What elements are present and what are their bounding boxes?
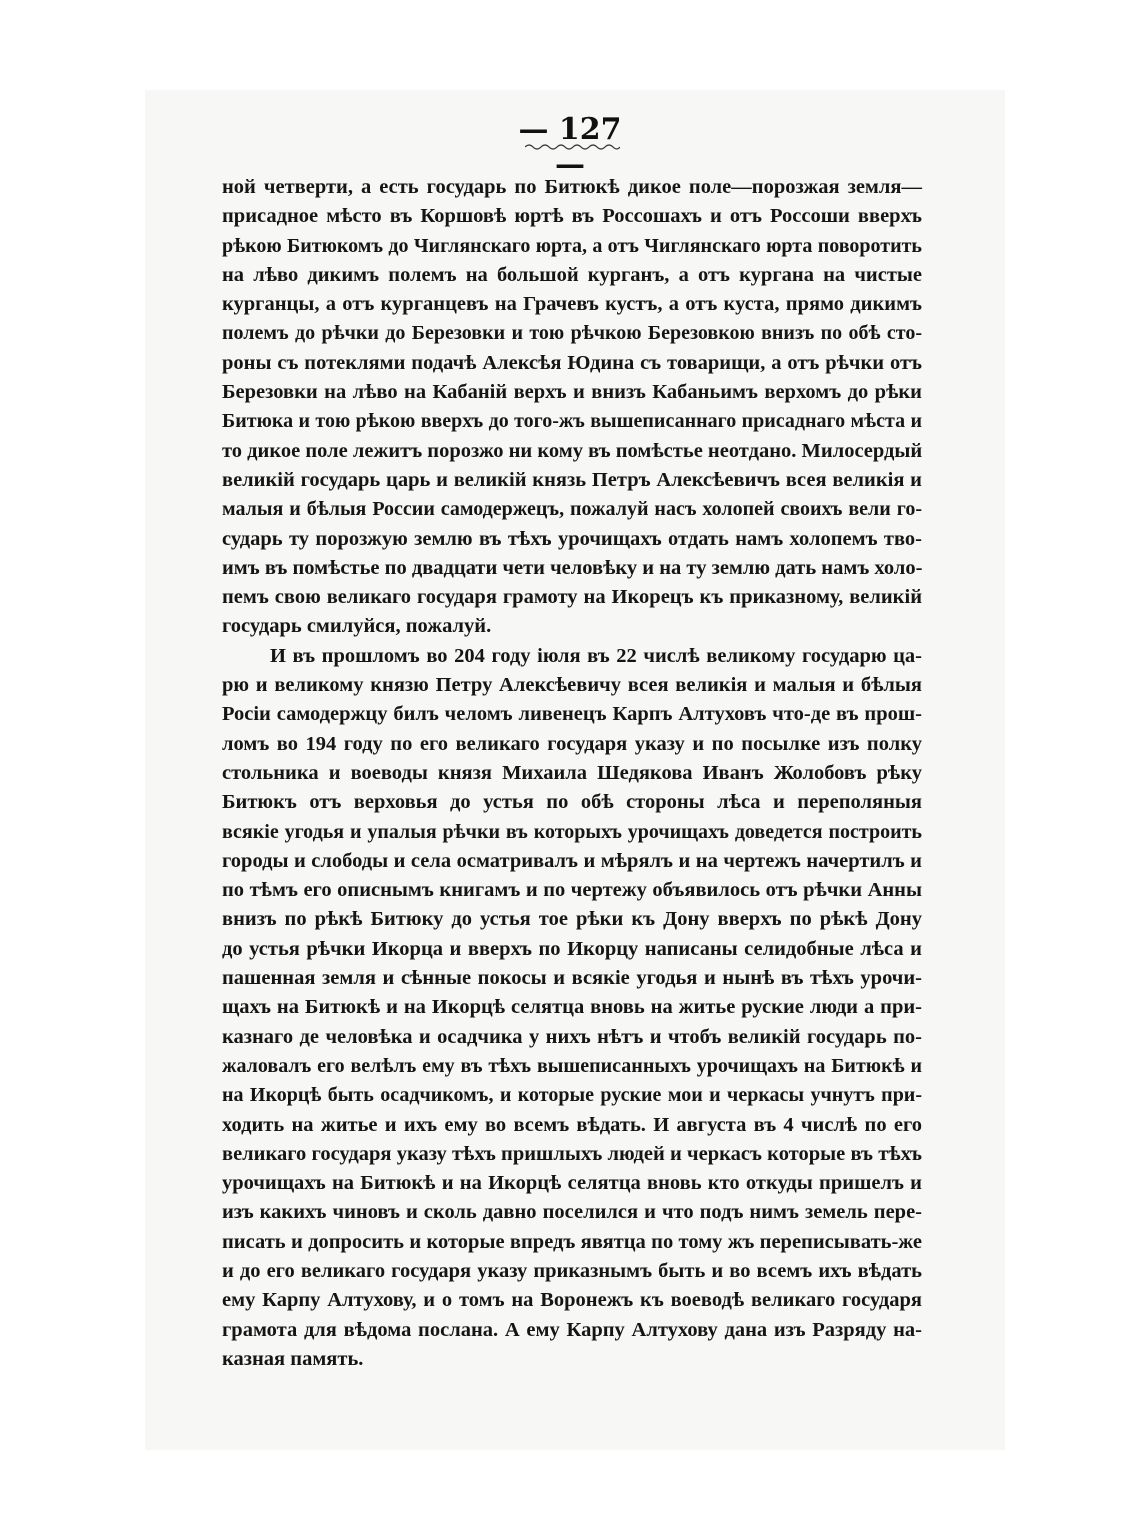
text-line: жаловалъ его велѣлъ ему въ тѣхъ вышеписанныхъ урочищахъ на Битюкѣ и: [222, 1054, 922, 1077]
text-line: имъ въ помѣстье по двадцати чети человѣку и на ту землю дать намъ холо-: [222, 556, 923, 579]
text-line: рю и великому князю Петру Алексѣевичу всея великія и малыя и бѣлыя: [222, 674, 922, 697]
text-line: всякіе угодья и упалыя рѣчки въ которыхъ урочищахъ доведется построить: [222, 820, 922, 843]
text-line: Битюка и тою рѣкою вверхъ до того-жъ вышеписаннаго присаднаго мѣста и: [222, 410, 922, 433]
text-line: ходить на житье и ихъ ему во всемъ вѣдать. И августа въ 4 числѣ по его: [222, 1113, 922, 1136]
text-line: присадное мѣсто въ Коршовѣ юртѣ въ Россошахъ и отъ Россоши вверхъ: [222, 205, 922, 228]
text-line: стольника и воеводы князя Михаила Шедякова Иванъ Жолобовъ рѣку: [222, 761, 922, 784]
text-line: щахъ на Битюкѣ и на Икорцѣ селятца вновь на житье руские люди а при-: [222, 996, 922, 1019]
text-line: малыя и бѣлыя России самодержецъ, пожалуй насъ холопей своихъ вели го-: [222, 498, 922, 521]
text-line: ной четверти, а есть государь по Битюкѣ дикое поле—порозжая земля—: [222, 176, 922, 198]
text-line: казная память.: [222, 1347, 364, 1370]
text-line: полемъ до рѣчки до Березовки и тою рѣчкою Березовкою внизъ по обѣ сто-: [222, 322, 922, 345]
text-line: изъ какихъ чиновъ и сколь давно поселился и что подъ нимъ земель пере-: [222, 1201, 922, 1224]
text-line: Березовки на лѣво на Кабаній верхъ и внизъ Кабаньимъ верхомъ до рѣки: [222, 381, 922, 404]
paragraph: [222, 642, 922, 1374]
text-line: роны съ потеклями подачѣ Алексѣя Юдина съ товарищи, а отъ рѣчки отъ: [222, 351, 922, 374]
text-line: Росіи самодержцу билъ челомъ ливенецъ Карпъ Алтуховъ что-де въ прош-: [222, 703, 922, 726]
text-line: то дикое поле лежитъ порозжо ни кому въ помѣстье неотдано. Милосердый: [222, 439, 923, 462]
text-line: ломъ во 194 году по его великаго государя указу и по посылке изъ полку: [222, 732, 922, 755]
text-line: по тѣмъ его описнымъ книгамъ и по чертежу объявилось отъ рѣчки Анны: [222, 879, 922, 902]
text-line: на Икорцѣ быть осадчикомъ, и которые руские мои и черкасы учнутъ при-: [222, 1084, 922, 1107]
text-line: великій государь царь и великій князь Петръ Алексѣевичъ всея великія и: [222, 468, 922, 491]
text-line: урочищахъ на Битюкѣ и на Икорцѣ селятца вновь кто откуды пришелъ и: [222, 1172, 922, 1195]
text-line: рѣкою Битюкомъ до Чиглянскаго юрта, а отъ Чиглянскаго юрта поворотить: [222, 234, 922, 257]
text-line: пашенная земля и сѣнные покосы и всякіе угодья и нынѣ въ тѣхъ урочи-: [222, 967, 922, 990]
text-line: пемъ свою великаго государя грамоту на Икорецъ къ приказному, великій: [222, 586, 922, 609]
text-line: городы и слободы и села осматривалъ и мѣрялъ и на чертежъ начертилъ и: [222, 849, 922, 872]
text-line: грамота для вѣдома послана. А ему Карпу Алтухову дана изъ Разряду на-: [222, 1318, 922, 1341]
body-text: [222, 173, 922, 1374]
text-line: казнаго де человѣка и осадчика у нихъ нѣтъ и чтобъ великій государь по-: [222, 1025, 922, 1048]
text-line: до устья рѣчки Икорца и вверхъ по Икорцу написаны селидобные лѣса и: [222, 937, 922, 960]
text-line: внизъ по рѣкѣ Битюку до устья тое рѣки къ Дону вверхъ по рѣкѣ Дону: [222, 908, 922, 931]
page-number: — 127 —: [518, 112, 622, 182]
paragraph: [222, 173, 922, 642]
text-line: и до его великаго государя указу приказнымъ быть и во всемъ ихъ вѣдать: [222, 1259, 922, 1282]
text-line: писать и допросить и которые впредъ явятца по тому жъ переписывать-же: [222, 1230, 922, 1253]
page-number-underline-ornament: [525, 143, 620, 151]
text-line: ему Карпу Алтухову, и о томъ на Воронежъ къ воеводѣ великаго государя: [222, 1289, 922, 1312]
text-line: И въ прошломъ во 204 году іюля въ 22 числѣ великому государю ца-: [270, 644, 922, 667]
text-line: на лѣво дикимъ полемъ на большой курганъ, а отъ кургана на чистые: [222, 263, 922, 286]
text-line: государь смилуйся, пожалуй.: [222, 615, 492, 638]
text-line: курганцы, а отъ курганцевъ на Грачевъ кустъ, а отъ куста, прямо дикимъ: [222, 293, 922, 316]
text-line: великаго государя указу тѣхъ пришлыхъ людей и черкасъ которые въ тѣхъ: [222, 1142, 922, 1165]
text-line: сударь ту порозжую землю въ тѣхъ урочищахъ отдать намъ холопемъ тво-: [222, 527, 922, 550]
text-line: Битюкъ отъ верховья до устья по обѣ стороны лѣса и переполяныя: [222, 791, 922, 814]
